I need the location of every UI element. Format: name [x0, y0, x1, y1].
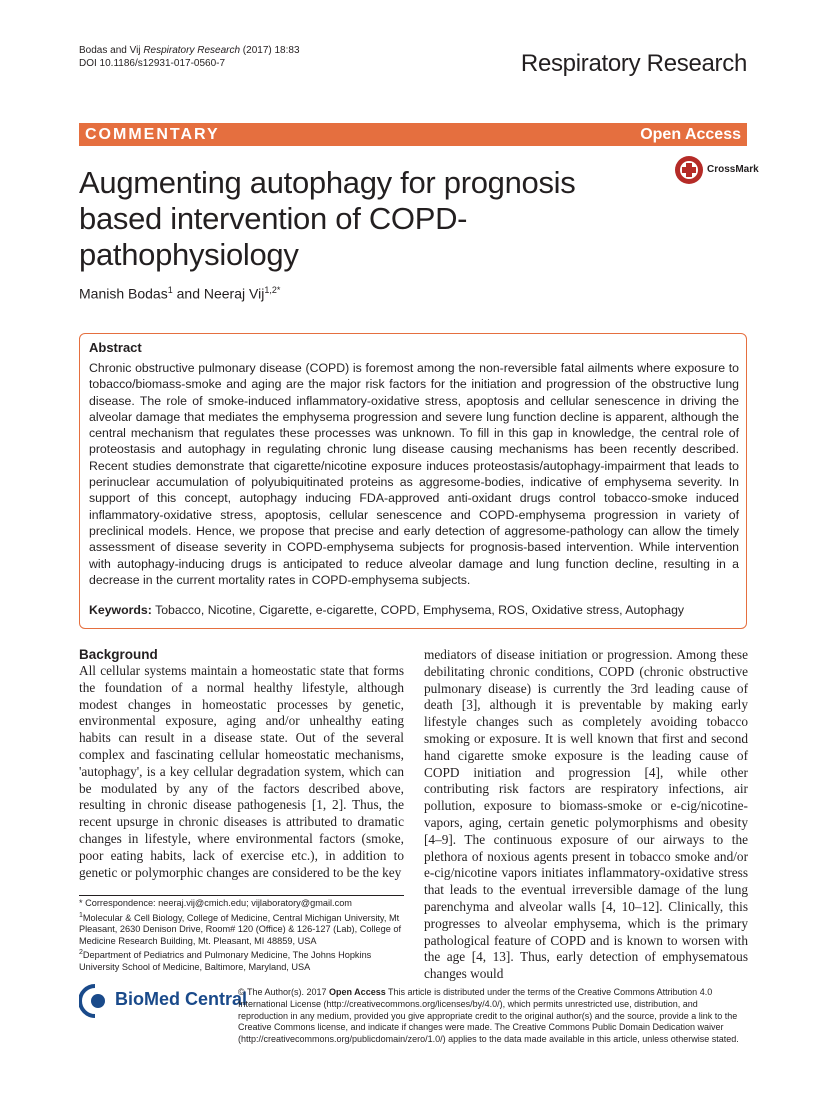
- body-column-left: All cellular systems maintain a homeostatic state that forms the foundation of a normal healthy lifestyle, although modest changes in homeostatic processes by genetic, environmental exposure, aging and/or unhealthy eating habits can result in a disease state. Out of the several complex and fascinating cellular homeostatic mechanisms, 'autophagy', is a key cellular degradation system, which can be modulated by any of the factors described above, resulting in chronic disease pathogenesis [1, 2]. Thus, the recent upsurge in chronic diseases is attributed to dramatic changes in lifestyle, where environmental factors (smoke, poor eating habits, lack of exercise etc.), in addition to genetic or polymorphic changes are considered to be the key: [79, 663, 404, 880]
- license-open-access: Open Access: [329, 987, 386, 997]
- affiliation-text: Molecular & Cell Biology, College of Medicine, Central Michigan University, Mt Pleasant, 2630 Denison Drive, Room# 120 (Office) & 126-127 (Lab), College of Medicine Research Building, Mt. Pleasant, MI 48859, USA: [79, 912, 402, 946]
- journal-name: Respiratory Research: [520, 50, 747, 77]
- author-separator: and: [172, 285, 204, 302]
- open-access-label: Open Access: [640, 126, 741, 143]
- publisher-name: BioMed Central: [115, 989, 248, 1009]
- keywords: [89, 603, 684, 617]
- abstract-text: Chronic obstructive pulmonary disease (COPD) is foremost among the non-reversible fatal ailments where exposure to tobacco/biomass-smoke and aging are the major risk factors for the initiation and progression of the obstructive lung disease. The role of smoke-induced inflammatory-oxidative stress, apoptosis and cellular senescence in driving the alveolar damage that mediates the emphysema progression and severe lung function decline is apparent, although the central mechanism that regulates these processes was unknown. To fill in this gap in knowledge, the central role of proteostasis and autophagy in regulating chronic lung disease causing mechanisms has been recently described. Recent studies demonstrate that cigarette/nicotine exposure induces proteostasis/autophagy-impairment that leads to perinuclear accumulation of polyubiquitinated proteins as aggresome-bodies, indicative of emphysema severity. In support of this concept, autophagy inducing FDA-approved anti-oxidant drugs control tobacco-smoke induced inflammatory-oxidative stress, apoptosis, cellular senescence and COPD-emphysema progression in variety of preclinical models. Hence, we propose that precise and early detection of aggresome-pathology can allow the timely assessment of disease severity in COPD-emphysema subjects for prognosis-based intervention. While intervention with autophagy-inducing drugs is anticipated to reduce alveolar damage and lung function decline, resulting in a decrease in the current mortality rates in COPD-emphysema subjects.: [89, 361, 739, 587]
- abstract-box: [79, 333, 747, 629]
- license-lead: © The Author(s). 2017: [238, 987, 330, 997]
- article-type-banner: [79, 123, 747, 146]
- article-type-label: COMMENTARY: [85, 126, 220, 143]
- affiliation-marker: 1: [167, 285, 173, 295]
- affiliation-marker: 2: [79, 949, 83, 957]
- keywords-label: Keywords:: [89, 603, 152, 617]
- affiliation-1: [79, 910, 409, 948]
- citation-authors: Bodas and Vij: [79, 45, 144, 56]
- body-column-right: mediators of disease initiation or progression. Among these debilitating chronic conditions, COPD (chronic obstructive pulmonary disease) is currently the 3rd leading cause of death [3], although it is preventable by making early lifestyle changes such as completely avoiding tobacco smoking or exposure. It is well known that first and second hand cigarette smoke exposure is the leading cause of COPD initiation and progression [4], while other contributing risk factors are respiratory infections, air pollution, exposure to biomass-smoke or e-cig/nicotine-vapors, aging, certain genetic polymorphisms and obesity [4–9]. The continuous exposure of our airways to the plethora of noxious agents present in tobacco smoke and/or e-cig/nicotine vapors initiates inflammatory-oxidative stress that leads to the eventual irreversible damage of the lung parenchyma and alveolar walls [4, 10–12]. Clinically, this progresses to alveolar emphysema, which is the primary pathological feature of COPD and is known to worsen with the age [4, 13]. Thus, early detection of emphysematous changes would: [424, 647, 748, 982]
- section-heading-background: Background: [79, 647, 158, 662]
- abstract-heading: Abstract: [89, 340, 142, 355]
- license-statement: [238, 987, 748, 1046]
- author-name: Manish Bodas: [79, 285, 168, 302]
- author-name: Neeraj Vij: [203, 285, 265, 302]
- citation-volume: (2017) 18:83: [240, 45, 300, 56]
- crossmark-badge[interactable]: [673, 154, 759, 186]
- author-list: [79, 285, 280, 302]
- footnotes: [79, 898, 409, 974]
- biomed-central-logo: [79, 982, 248, 1022]
- citation-header: [79, 44, 300, 70]
- footnote-divider: [79, 895, 404, 896]
- doi: DOI 10.1186/s12931-017-0560-7: [79, 58, 226, 69]
- affiliation-marker: 1: [79, 911, 83, 919]
- license-text: This article is distributed under the terms of the Creative Commons Attribution 4.0 International License (http://creativecommons.org/licenses/by/4.0/), which permits unrestricted use, distribution, and reproduction in any medium, provided you give appropriate credit to the original author(s) and the source, provide a link to the Creative Commons license, and indicate if changes were made. The Creative Commons Public Domain Dedication waiver (http://creativecommons.org/publicdomain/zero/1.0/) applies to the data made available in this article, unless otherwise stated.: [238, 987, 739, 1045]
- citation-journal: Respiratory Research: [143, 45, 241, 56]
- keywords-list: Tobacco, Nicotine, Cigarette, e-cigarette, COPD, Emphysema, ROS, Oxidative stress, Autophagy: [151, 603, 685, 617]
- affiliation-text: Department of Pediatrics and Pulmonary Medicine, The Johns Hopkins University School of Medicine, Baltimore, Maryland, USA: [79, 950, 372, 973]
- correspondence: * Correspondence: neeraj.vij@cmich.edu; vijlaboratory@gmail.com: [79, 898, 352, 908]
- crossmark-label: CrossMark: [707, 164, 759, 175]
- article-title: Augmenting autophagy for prognosis based intervention of COPD-pathophysiology: [79, 165, 576, 272]
- affiliation-2: [79, 947, 409, 973]
- affiliation-marker: 1,2*: [264, 285, 281, 295]
